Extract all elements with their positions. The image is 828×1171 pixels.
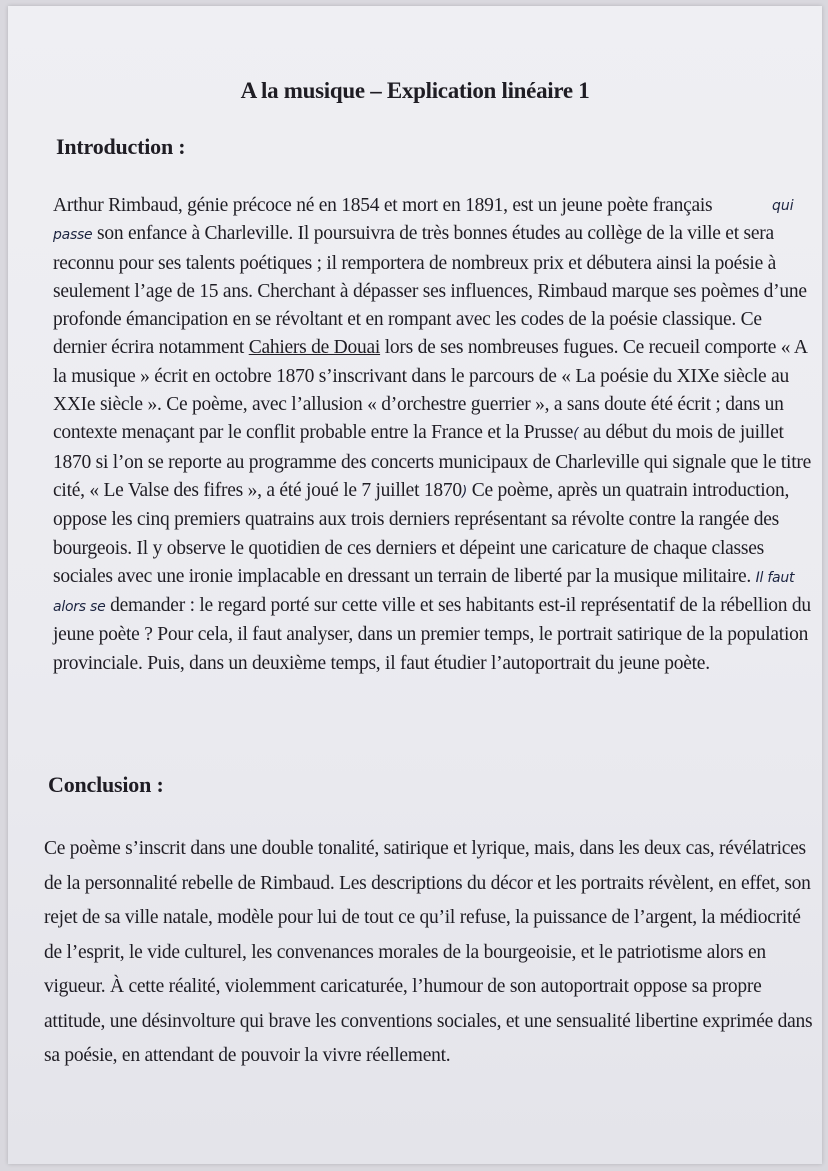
handwritten-annotation-qui: qui [772, 198, 794, 214]
intro-text-3: lors de ses nombreuses fugues. Ce recueil comporte « A la musique » écrit en octobre 1870 s’inscrivant dans le parcours de « La poésie du XIXe siècle au XXIe siècle ». Ce poème, avec l’allusion « d’orchestre guerrier », a sans doute été écrit ; dans un contexte menaçant par le conflit probable entre la France et la Prusse [53, 337, 807, 444]
intro-text-2: son enfance à Charleville. Il poursuivra de très bonnes études au collège de la ville et sera reconnu pour ses talents poétiques ; il remportera de nombreux prix et débutera ainsi la poésie à seulement l’age de 15 ans. Cherchant à dépasser ses influences, Rimbaud marque ses poèmes d’une profonde émancipation en se révoltant et en rompant avec les codes de la poésie classique. Ce dernier écrira notamment [53, 223, 807, 359]
conclusion-paragraph: Ce poème s’inscrit dans une double tonalité, satirique et lyrique, mais, dans les deux cas, révélatrices de la personnalité rebelle de Rimbaud. Les descriptions du décor et les portraits révèlent, en effet, son rejet de sa ville natale, modèle pour lui de tout ce qu’il refuse, la puissance de l’argent, la médiocrité de l’esprit, le vide culturel, les convenances morales de la bourgeoisie, et le patriotisme alors en vigueur. À cette réalité, violemment caricaturée, l’humour de son autoportrait oppose sa propre attitude, une désinvolture qui brave les conventions sociales, et une sensualité libertine exprimée dans sa poésie, en attendant de pouvoir la vivre réellement. [44, 838, 813, 1066]
introduction-paragraph [53, 192, 817, 678]
intro-text-5: Ce poème, après un quatrain introduction, oppose les cinq premiers quatrains aux trois derniers représentant sa révolte contre la rangée des bourgeois. Il y observe le quotidien de ces derniers et dépeint une caricature de chaque classes sociales avec une ironie implacable en dressant un terrain de liberté par la musique militaire. [53, 479, 790, 587]
intro-text-1: Arthur Rimbaud, génie précoce né en 1854 et mort en 1891, est un jeune poète français [53, 195, 713, 216]
document-page [8, 6, 822, 1164]
book-title-cahiers-de-douai: Cahiers de Douai [248, 337, 381, 359]
handwritten-correction-passe: passe [53, 227, 93, 244]
introduction-heading: Introduction : [56, 134, 186, 159]
handwritten-correction-il-faut: Il faut alors se [53, 569, 795, 616]
handwritten-paren-open: ( [573, 426, 579, 443]
intro-text-6: demander : le regard porté sur cette ville et ses habitants est-il représentatif de la rébellion du jeune poète ? Pour cela, il faut analyser, dans un premier temps, le portrait satirique de la population provinciale. Puis, dans un deuxième temps, il faut étudier l’autoportrait du jeune poète. [53, 595, 811, 674]
intro-text-4: au début du mois de juillet 1870 si l’on se reporte au programme des concerts municipaux de Charleville qui signale que le titre cité, « Le Valse des fifres », a été joué le 7 juillet 1870 [53, 422, 812, 501]
conclusion-heading: Conclusion : [48, 772, 164, 797]
handwritten-paren-close: ) [461, 483, 468, 500]
document-title: A la musique – Explication linéaire 1 [240, 78, 590, 103]
